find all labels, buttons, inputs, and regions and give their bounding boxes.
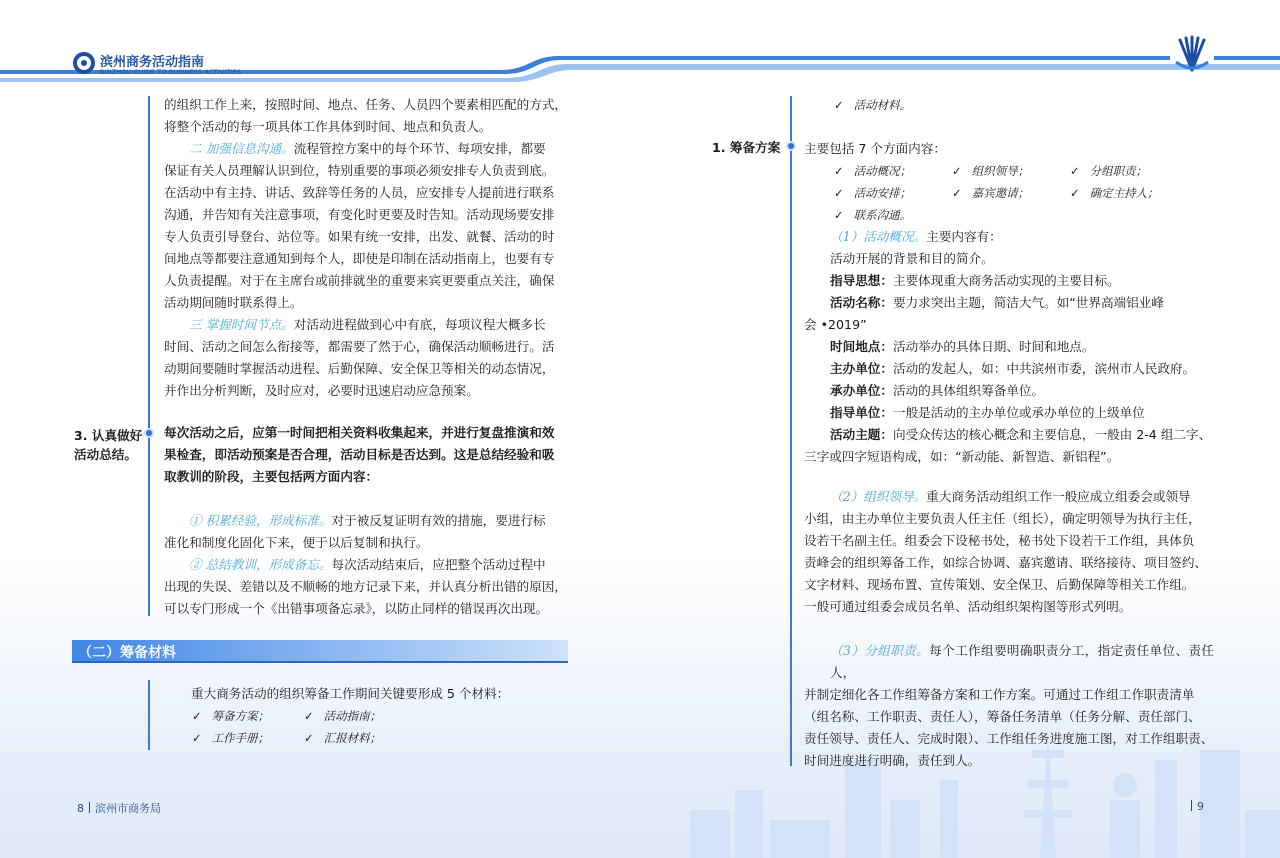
materials-checklist	[192, 705, 381, 749]
book-emblem-icon	[1170, 34, 1214, 74]
materials-intro: 重大商务活动的组织筹备工作期间关键要形成 5 个材料：	[191, 686, 510, 701]
text-line: 保证有关人员理解认识到位，特别重要的事项必须安排专人负责到底。	[164, 163, 555, 178]
text-span: 对于被反复证明有效的措施，要进行标	[331, 513, 546, 528]
text-line: 时间进度进行明确，责任到人。	[804, 753, 981, 768]
definition-term: 主办单位：	[830, 361, 893, 376]
text-span: 流程管控方案中的每个环节、每项安排，都要	[293, 141, 546, 156]
definition-line	[804, 424, 1214, 446]
top-checklist	[834, 94, 911, 116]
definition-text: 会 •2019”	[804, 317, 867, 332]
paragraph-responsibilities	[804, 640, 1214, 772]
text-span: 主要内容有：	[926, 229, 1002, 244]
text-line	[804, 226, 1214, 248]
section-1-intro: 主要包括 7 个方面内容：	[804, 141, 946, 156]
definition-line	[804, 314, 1214, 336]
section-heading-text: （二）筹备材料	[78, 645, 176, 661]
checklist-row	[834, 160, 1159, 182]
text-line: 一般可通过组委会成员名单、活动组织架构图等形式列明。	[804, 599, 1132, 614]
text-line	[804, 640, 1214, 684]
text-line: 动期间要随时掌握活动进程、后勤保障、安全保卫等相关的动态情况，	[164, 361, 555, 376]
subhead-experience: ① 积累经验，形成标准。	[189, 513, 332, 528]
definition-text: 要力求突出主题，简洁大气。如“世界高端铝业峰	[892, 295, 1164, 310]
definition-line	[804, 336, 1214, 358]
text-line: 将整个活动的每一项具体工作具体到时间、地点和负责人。	[164, 119, 492, 134]
definition-term: 承办单位：	[830, 383, 893, 398]
text-line: 沟通，并告知有关注意事项，有变化时更要及时告知。活动现场要安排	[164, 207, 555, 222]
text-line: （组名称、工作职责、责任人），筹备任务清单（任务分解、责任部门、	[804, 709, 1201, 724]
checklist-row	[192, 705, 381, 727]
definition-text: 三字或四字短语构成，如：“新动能、新智造、新铝程”。	[804, 449, 1120, 464]
paragraph-communication	[164, 138, 570, 314]
aspects-checklist	[834, 160, 1159, 226]
footer-divider	[89, 802, 90, 813]
checklist-row	[192, 727, 381, 749]
section-heading-bar	[72, 640, 568, 663]
text-line: 专人负责引导登台、站位等。如果有统一安排，出发、就餐、活动的时	[164, 229, 555, 244]
checklist-item: ✓ 组织领导；	[952, 160, 1070, 182]
text-line: 责任领导、责任人、完成时限）、工作组任务进度施工图，对工作组职责、	[804, 731, 1214, 746]
text-line	[164, 510, 570, 532]
text-line: 出现的失误、差错以及不顺畅的地方记录下来，并认真分析出错的原因，	[164, 579, 567, 594]
subhead-lessons: ② 总结教训，形成备忘。	[189, 557, 332, 572]
checklist-item: ✓ 汇报材料；	[304, 727, 381, 749]
text-span: 对活动进程做到心中有底，每项议程大概多长	[293, 317, 546, 332]
text-line: 活动总结。	[74, 447, 137, 462]
definition-term: 指导思想：	[830, 273, 893, 288]
definition-term: 时间地点：	[830, 339, 893, 354]
text-line: 在活动中有主持、讲话、致辞等任务的人员，应安排专人提前进行联系	[164, 185, 555, 200]
text-line: 果检查，即活动预案是否合理，活动目标是否达到。这是总结经验和吸	[164, 447, 555, 462]
definition-line	[804, 292, 1214, 314]
text-line: 文字材料、现场布置、宣传策划、安全保卫、后勤保障等相关工作组。	[804, 577, 1195, 592]
footer-org: 滨州市商务局	[95, 802, 161, 815]
text-line: 责峰会的组织筹备工作，如综合协调、嘉宾邀请、联络接待、项目签约、	[804, 555, 1207, 570]
section-3-marker-dot	[146, 430, 152, 436]
text-line: 小组，由主办单位主要负责人任主任（组长），确定明领导为执行主任，	[804, 511, 1201, 526]
paragraph-time-nodes	[164, 314, 570, 402]
footer-divider	[1191, 800, 1192, 811]
text-line: 每次活动结束后，应把整个活动过程中	[331, 557, 546, 572]
checklist-item: ✓ 工作手册；	[192, 727, 304, 749]
checklist-item: ✓ 筹备方案；	[192, 705, 304, 727]
definition-line	[804, 402, 1214, 424]
text-line: 人负责提醒。对于在主席台或前排就坐的重要来宾更要重点关注，确保	[164, 273, 555, 288]
subhead-time-nodes: 三 掌握时间节点。	[189, 317, 294, 332]
definition-line	[804, 380, 1214, 402]
left-column-rule	[148, 96, 150, 616]
header-title: 滨州商务活动指南	[100, 55, 205, 70]
text-line: 活动期间随时联系得上。	[164, 295, 303, 310]
definition-text: 一般是活动的主办单位或承办单位的上级单位	[892, 405, 1145, 420]
footer-left	[77, 800, 161, 816]
checklist-row	[834, 94, 911, 116]
definition-text: 主要体现重大商务活动实现的主要目标。	[892, 273, 1120, 288]
definition-text: 向受众传达的核心概念和主要信息，一般由 2-4 组二字、	[892, 427, 1212, 442]
text-line	[804, 486, 1214, 508]
brand-logo-icon	[73, 52, 95, 74]
definition-text: 活动举办的具体日期、时间和地点。	[892, 339, 1095, 354]
section-1-label: 1. 筹备方案	[712, 140, 781, 155]
subhead-responsibilities: （3）分组职责。	[830, 643, 930, 658]
section-heading-underline	[72, 661, 568, 663]
checklist-item: ✓ 活动指南；	[304, 705, 381, 727]
checklist-item: ✓ 嘉宾邀请；	[952, 182, 1070, 204]
right-column-rule	[790, 96, 792, 766]
paragraph-lines-1	[164, 94, 570, 138]
text-line: 每次活动之后，应第一时间把相关资料收集起来，并进行复盘推演和效	[164, 425, 555, 440]
paragraph-lessons	[164, 554, 570, 620]
text-line: 设若干名副主任。组委会下设秘书处，秘书处下设若干工作组，具体负	[804, 533, 1195, 548]
checklist-item: ✓ 活动材料。	[834, 94, 911, 116]
definition-text: 活动的具体组织筹备单位。	[892, 383, 1045, 398]
definition-term: 活动名称：	[830, 295, 893, 310]
text-line: 取教训的阶段，主要包括两方面内容：	[164, 469, 379, 484]
checklist-row	[834, 204, 1159, 226]
checklist-item: ✓ 活动安排；	[834, 182, 952, 204]
paragraph-leadership	[804, 486, 1214, 618]
definition-line	[804, 270, 1214, 292]
section-3-label	[74, 426, 142, 464]
text-line	[164, 314, 570, 336]
section-1-marker-dot	[788, 143, 794, 149]
header-subtitle: BINZHOU GUIDE TO BUSINESS ACTIVITIES	[100, 68, 242, 76]
text-line	[164, 138, 570, 160]
checklist-item: ✓ 联系沟通。	[834, 204, 911, 226]
text-line: 间地点等都要注意通知到每个人，即使是印制在活动指南上，也要有专	[164, 251, 555, 266]
checklist-item: ✓ 活动概况；	[834, 160, 952, 182]
text-line: 可以专门形成一个《出错事项备忘录》，以防止同样的错误再次出现。	[164, 601, 549, 616]
paragraph-experience	[164, 510, 570, 554]
text-line: 活动开展的背景和目的简介。	[830, 251, 994, 266]
text-line: 的组织工作上来，按照时间、地点、任务、人员四个要素相匹配的方式，	[164, 97, 567, 112]
text-line: 准化和制度化固化下来，便于以后复制和执行。	[164, 535, 429, 550]
text-line: 时间、活动之间怎么衔接等，都需要了然于心，确保活动顺畅进行。活	[164, 339, 555, 354]
section-3-body	[164, 422, 570, 488]
subhead-overview: （1）活动概况。	[830, 229, 927, 244]
definition-text: 活动的发起人，如：中共滨州市委，滨州市人民政府。	[892, 361, 1196, 376]
checklist-row	[834, 182, 1159, 204]
subhead-leadership: （2）组织领导。	[830, 489, 927, 504]
footer-right	[1186, 800, 1204, 813]
subhead-communication: 二 加强信息沟通。	[189, 141, 294, 156]
definition-line	[804, 446, 1214, 468]
definition-term: 活动主题：	[830, 427, 893, 442]
text-span: 每个工作组要明确职责分工，指定责任单位、责任人，	[830, 643, 1214, 680]
definition-line	[804, 358, 1214, 380]
definition-term: 指导单位：	[830, 405, 893, 420]
text-line: 并制定细化各工作组筹备方案和工作方案。可通过工作组工作职责清单	[804, 687, 1195, 702]
checklist-item: ✓ 分组职责；	[1070, 160, 1147, 182]
page-number: 8	[77, 802, 84, 815]
page-number: 9	[1197, 800, 1204, 813]
checklist-item: ✓ 确定主持人；	[1070, 182, 1159, 204]
text-line: 3. 认真做好	[74, 428, 143, 443]
text-span: 重大商务活动组织工作一般应成立组委会或领导	[926, 489, 1191, 504]
overview-block	[804, 226, 1214, 468]
text-line	[164, 554, 570, 576]
materials-rule	[148, 680, 150, 750]
text-line: 并作出分析判断，及时应对，必要时迅速启动应急预案。	[164, 383, 479, 398]
